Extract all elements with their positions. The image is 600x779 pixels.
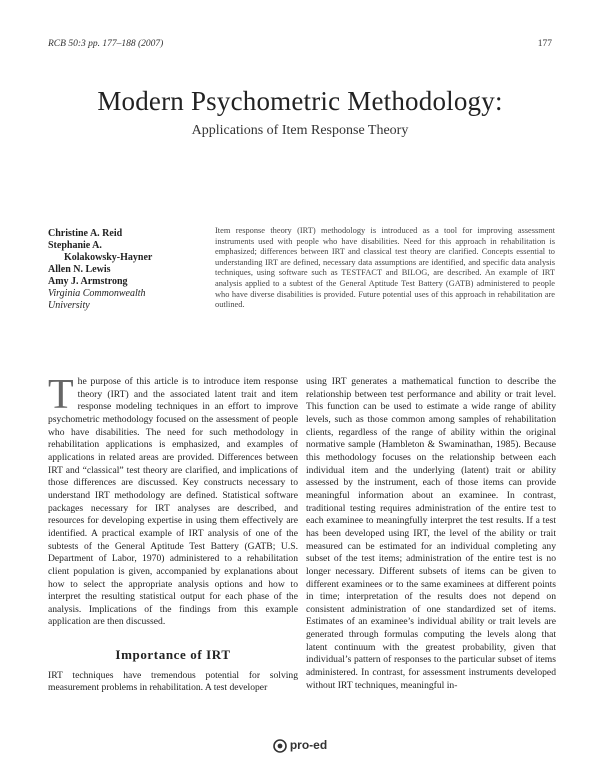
author-name: Allen N. Lewis (48, 264, 111, 275)
article-subtitle: Applications of Item Response Theory (191, 123, 409, 138)
author-name: Stephanie A. (48, 240, 102, 251)
author-block (48, 228, 198, 312)
publisher-logo-icon (273, 739, 287, 753)
author-affiliation: University (48, 300, 90, 311)
article-title: Modern Psychometric Methodology: (97, 86, 503, 116)
publisher-logo (0, 738, 600, 753)
author-affiliation: Virginia Commonwealth (48, 288, 146, 299)
continued-paragraph: using IRT generates a mathematical function to describe the relationship between test performance and ability or trait level. This function can be used to estimate a wide range of ability levels, such as those common among samples of rehabilitation clients, regardless of the range of ability within the original normative sample (Hambleton & Swaminathan, 1985). Because this methodology focuses on the relationship between each individual item and the underlying (latent) trait or ability assessed by the instrument, each of those items can provide meaningful information about an examinee. In contrast, traditional testing requires administration of the entire test to each examinee to meaningfully interpret the test results. If a test has been developed using IRT, the level of the ability or trait measured can be estimated for an individual completing any subset of the test items; administration of the entire test is no longer necessary. Different subsets of items can be given to different examinees or to the same examinees at different points in time; interpretation of the results does not depend on consistent administration of one standardized set of items. Estimates of an examinee’s individual ability or trait levels are generated through formulas computing the levels along that latent continuum with the greatest probability, given that individual’s pattern of responses to the particular subset of items administered. In contrast, for assessment instruments developed without IRT techniques, meaningful in- (306, 376, 556, 691)
abstract: Item response theory (IRT) methodology is introduced as a tool for improving assessment instruments used with people who have disabilities. Need for this approach in rehabilitation is emphasized; differences between IRT and classical test theory are clarified. Concepts essential to understanding IRT are defined, necessary data assumptions are identified, and specific data analysis techniques, using software such as TESTFACT and BILOG, are described. An example of IRT analysis applied to a subtest of the General Aptitude Test Battery (GATB) administered to people who have diverse disabilities is provided. Future potential uses of this approach in rehabilitation are outlined. (215, 226, 555, 310)
section-heading: Importance of IRT (115, 647, 231, 663)
author-name: Kolakowsky-Hayner (64, 252, 153, 263)
running-head: RCB 50:3 pp. 177–188 (2007) (48, 39, 164, 49)
drop-cap: T (48, 372, 74, 418)
body-column-left (48, 372, 298, 695)
author-name: Amy J. Armstrong (48, 276, 128, 287)
page-number: 177 (537, 39, 552, 49)
publisher-name: pro-ed (289, 738, 328, 752)
author-name: Christine A. Reid (48, 228, 123, 239)
intro-text: he purpose of this article is to introduce item response theory (IRT) and the associated latent trait and item response modeling techniques in an effort to improve psychometric methodology focused on the assessment of people who have disabilities. The need for such methodology in rehabilitation applications is emphasized, and examples of applications in related areas are provided. Differences between IRT and “classical” test theory are clarified, and implications of those differences are discussed. Key constructs necessary to understand IRT methodology are defined. Statistical software packages necessary for IRT analyses are described, and resources for developing expertise in using them effectively are identified. A practical example of IRT analysis of one of the subtests of the General Aptitude Test Battery (GATB; U.S. Department of Labor, 1970) administered to a rehabilitation client population is given, accompanied by explanations about how to select the appropriate analysis options and how to interpret the resulting statistical output for each phase of the analysis. Implications of the findings from this example application are then discussed. (48, 376, 298, 628)
section-paragraph: IRT techniques have tremendous potential for solving measurement problems in rehabilitation. A test developer (48, 669, 298, 694)
body-column-right (306, 376, 556, 692)
intro-paragraph (48, 372, 298, 629)
